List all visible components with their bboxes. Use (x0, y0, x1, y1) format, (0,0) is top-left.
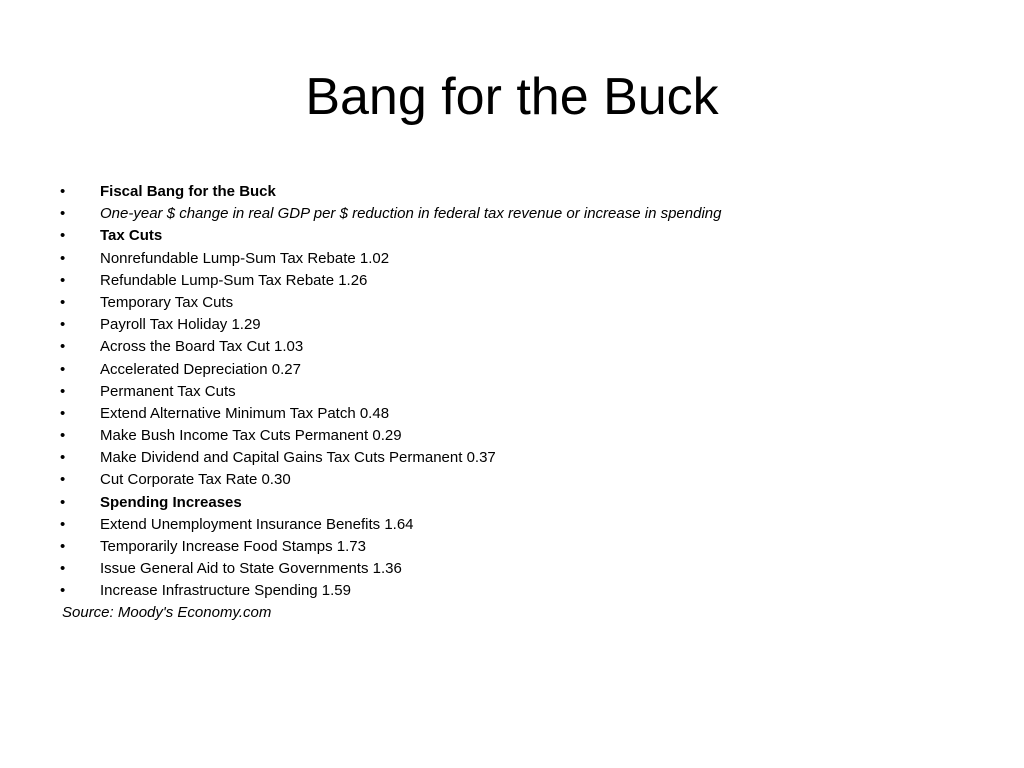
list-item-text: Permanent Tax Cuts (100, 382, 236, 400)
bullet-icon: • (60, 515, 66, 533)
list-item-text: Extend Unemployment Insurance Benefits 1.64 (100, 515, 414, 533)
bullet-list (60, 181, 980, 603)
list-item (60, 580, 980, 602)
list-item-text: Nonrefundable Lump-Sum Tax Rebate 1.02 (100, 249, 390, 267)
list-item-text: Temporary Tax Cuts (100, 293, 234, 311)
list-item-text: Extend Alternative Minimum Tax Patch 0.48 (100, 404, 390, 422)
bullet-icon: • (60, 382, 66, 400)
list-item (60, 381, 980, 403)
list-item-text: Temporarily Increase Food Stamps 1.73 (100, 538, 366, 555)
list-item-text: Spending Increases (100, 493, 242, 511)
bullet-icon: • (60, 427, 66, 445)
list-item (60, 425, 980, 447)
list-item-text: Increase Infrastructure Spending 1.59 (100, 582, 351, 600)
bullet-icon: • (60, 227, 66, 245)
bullet-icon: • (60, 293, 66, 311)
list-item-text: Payroll Tax Holiday 1.29 (100, 316, 261, 334)
bullet-icon: • (60, 205, 66, 223)
list-item-text: Accelerated Depreciation 0.27 (100, 360, 301, 378)
bullet-icon: • (60, 338, 66, 356)
list-item-text: Across the Board Tax Cut 1.03 (100, 338, 304, 356)
list-item (60, 270, 980, 292)
bullet-icon: • (60, 271, 66, 289)
bullet-icon: • (60, 582, 66, 600)
list-item (60, 558, 980, 580)
bullet-icon: • (60, 538, 66, 555)
list-item-text: Cut Corporate Tax Rate 0.30 (100, 471, 291, 489)
list-item (60, 225, 980, 247)
list-item (60, 181, 980, 203)
list-item (60, 292, 980, 314)
bullet-icon: • (60, 404, 66, 422)
bullet-icon: • (60, 560, 66, 578)
list-item (60, 447, 980, 469)
slide-title: Bang for the Buck (305, 68, 719, 126)
list-item (60, 492, 980, 514)
bullet-icon: • (60, 360, 66, 378)
list-item (60, 336, 980, 358)
list-item-text: Issue General Aid to State Governments 1.36 (100, 560, 402, 578)
list-item (60, 314, 980, 336)
list-item (60, 403, 980, 425)
list-item-text: One-year $ change in real GDP per $ reduction in federal tax revenue or increase in spending (100, 205, 722, 223)
bullet-icon: • (60, 249, 66, 267)
bullet-icon: • (60, 471, 66, 489)
list-item (60, 536, 980, 558)
bullet-icon: • (60, 493, 66, 511)
bullet-icon: • (60, 316, 66, 334)
list-item (60, 248, 980, 270)
list-item (60, 359, 980, 381)
list-item-text: Fiscal Bang for the Buck (100, 183, 276, 200)
list-item-text: Make Bush Income Tax Cuts Permanent 0.29 (100, 427, 402, 445)
source-note: Source: Moody's Economy.com (62, 604, 272, 621)
list-item-text: Refundable Lump-Sum Tax Rebate 1.26 (100, 271, 368, 289)
list-item (60, 514, 980, 536)
list-item (60, 203, 980, 225)
list-item-text: Tax Cuts (100, 227, 163, 245)
list-item (60, 469, 980, 491)
list-item-text: Make Dividend and Capital Gains Tax Cuts Permanent 0.37 (100, 449, 496, 467)
bullet-icon: • (60, 449, 66, 467)
bullet-icon: • (60, 183, 66, 200)
